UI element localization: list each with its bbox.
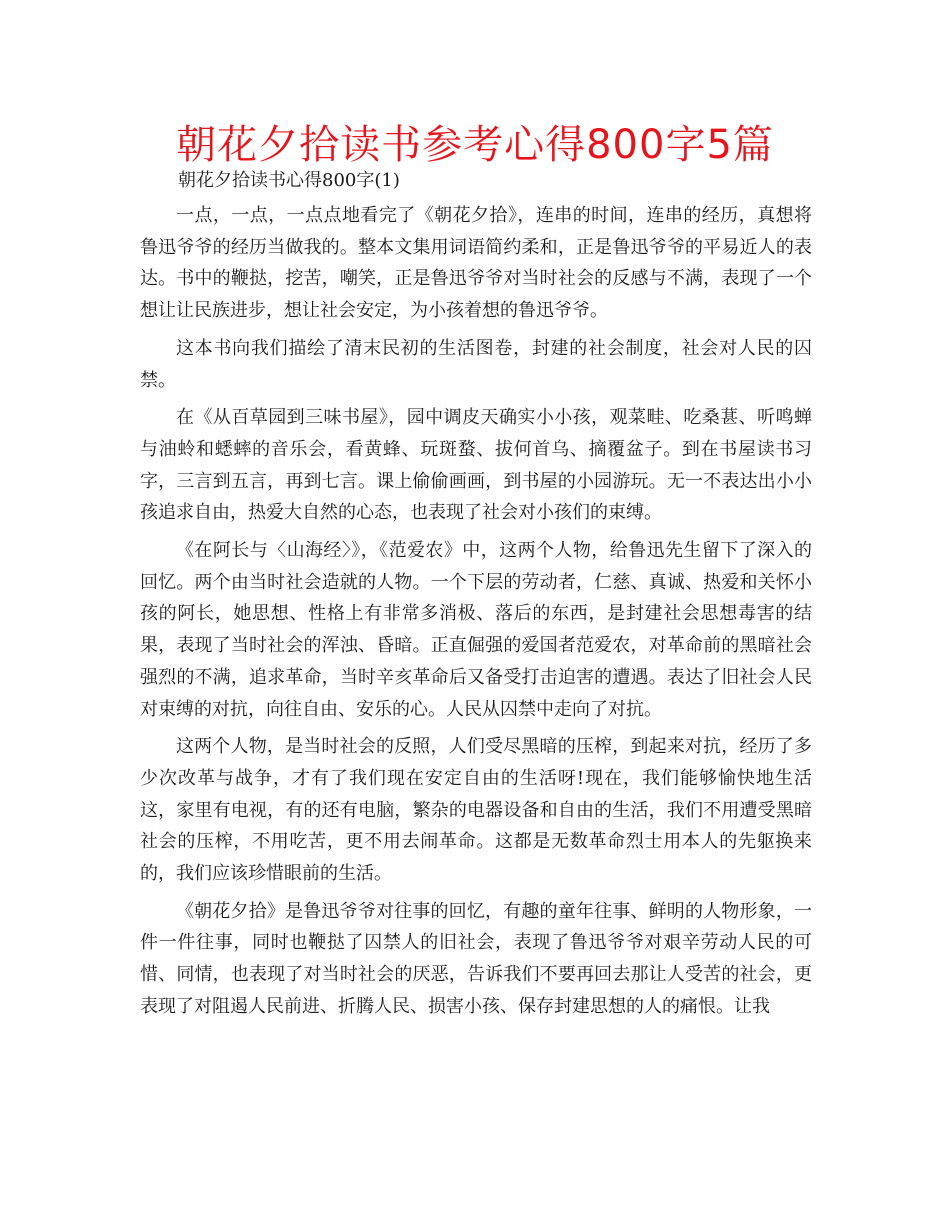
paragraph: 这本书向我们描绘了清末民初的生活图卷，封建的社会制度，社会对人民的囚禁。 [140, 337, 812, 391]
document-title: 朝花夕拾读书参考心得800字5篇 [176, 122, 774, 168]
paragraph: 《在阿长与〈山海经〉》，《范爱农》中，这两个人物，给鲁迅先生留下了深入的回忆。两个由当时社会造就的人物。一个下层的劳动者，仁慈、真诚、热爱和关怀小孩的阿长，她思想、性格上有非常多消极、落后的东西，是封建社会思想毒害的结果，表现了当时社会的浑浊、昏暗。正直倔强的爱国者范爱农，对革命前的黑暗社会强烈的不满，追求革命，当时辛亥革命后又备受打击迫害的遭遇。表达了旧社会人民对束缚的对抗，向往自由、安乐的心。人民从囚禁中走向了对抗。 [140, 540, 812, 720]
paragraph: 《朝花夕拾》是鲁迅爷爷对往事的回忆，有趣的童年往事、鲜明的人物形象，一件一件往事，同时也鞭挞了囚禁人的旧社会，表现了鲁迅爷爷对艰辛劳动人民的可惜、同情，也表现了对当时社会的厌恶，告诉我们不要再回去那让人受苦的社会，更表现了对阻遏人民前进、折腾人民、损害小孩、保存封建思想的人的痛恨。让我 [140, 900, 812, 1017]
paragraph: 一点，一点，一点点地看完了《朝花夕拾》，连串的时间，连串的经历，真想将鲁迅爷爷的经历当做我的。整本文集用词语简约柔和，正是鲁迅爷爷的平易近人的表达。书中的鞭挞，挖苦，嘲笑，正是鲁迅爷爷对当时社会的反感与不满，表现了一个想让让民族进步，想让社会安定，为小孩着想的鲁迅爷爷。 [140, 205, 812, 322]
paragraph: 在《从百草园到三味书屋》，园中调皮天确实小小孩，观菜畦、吃桑葚、听鸣蝉与油蛉和蟋蟀的音乐会，看黄蜂、玩斑蝥、拔何首乌、摘覆盆子。到在书屋读书习字，三言到五言，再到七言。课上偷偷画画，到书屋的小园游玩。无一不表达出小小孩追求自由，热爱大自然的心态，也表现了社会对小孩们的束缚。 [140, 407, 812, 524]
paragraph: 这两个人物，是当时社会的反照，人们受尽黑暗的压榨，到起来对抗，经历了多少次改革与战争，才有了我们现在安定自由的生活呀!现在，我们能够愉快地生活这，家里有电视，有的还有电脑，繁杂的电器设备和自由的生活，我们不用遭受黑暗社会的压榨，不用吃苦，更不用去闹革命。这都是无数革命烈士用本人的先躯换来的，我们应该珍惜眼前的生活。 [140, 736, 812, 885]
document-subtitle: 朝花夕拾读书心得800字(1) [178, 170, 400, 191]
document-body [140, 200, 812, 1029]
